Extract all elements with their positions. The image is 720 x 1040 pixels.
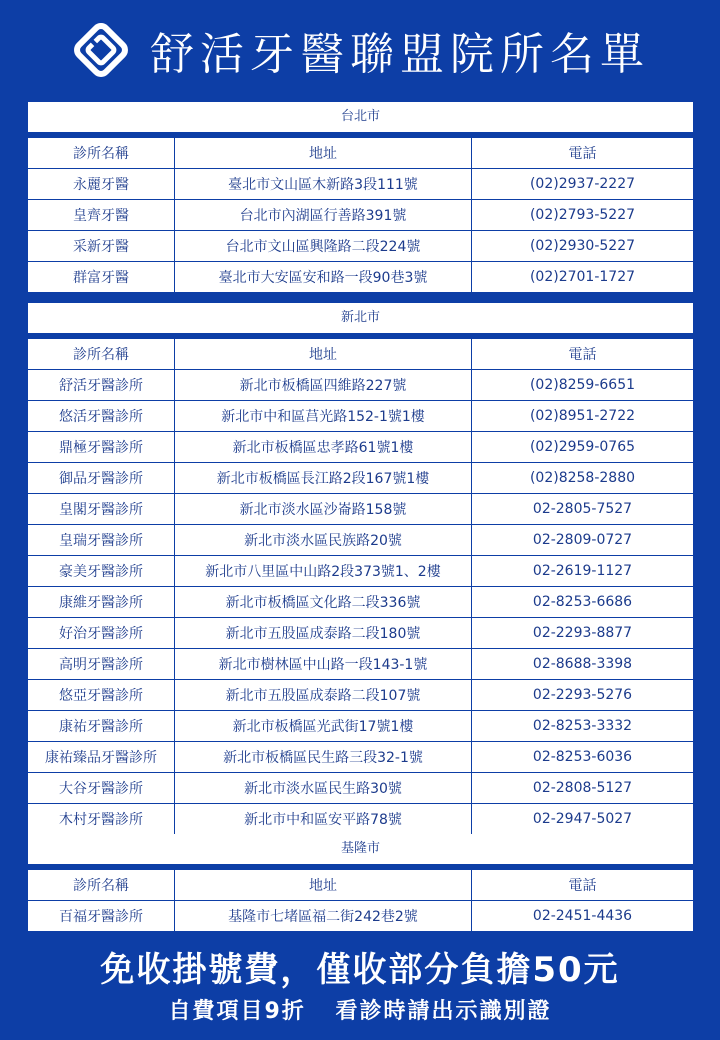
clinic-phone: 02-2293-8877 [532, 625, 633, 641]
table-row [28, 494, 693, 525]
clinic-name: 高明牙醫診所 [28, 649, 175, 679]
clinic-address: 台北市文山區興隆路二段224號 [175, 231, 472, 261]
clinic-address: 新北市淡水區沙崙路158號 [175, 494, 472, 524]
col-header-address: 地址 [175, 870, 472, 900]
clinic-address: 新北市中和區安平路78號 [175, 804, 472, 834]
table-row [28, 200, 693, 231]
col-header-phone: 電話 [568, 878, 597, 894]
col-header-address: 地址 [175, 138, 472, 168]
section-title: 台北市 [28, 102, 693, 132]
section-taipei [28, 102, 693, 292]
clinic-address: 台北市內湖區行善路391號 [175, 200, 472, 230]
clinic-address: 新北市淡水區民生路30號 [175, 773, 472, 803]
clinic-phone: (02)2937-2227 [529, 176, 636, 192]
table-row [28, 432, 693, 463]
table-row [28, 804, 693, 834]
clinic-table [28, 339, 693, 834]
clinic-name: 悠活牙醫診所 [28, 401, 175, 431]
section-keelung [28, 834, 693, 931]
table-row [28, 231, 693, 262]
clinic-name: 康祐牙醫診所 [28, 711, 175, 741]
clinic-phone: (02)2701-1727 [529, 269, 636, 285]
discount-note: 自費項目9折 [168, 999, 306, 1024]
table-header [28, 138, 693, 169]
clinic-name: 采新牙醫 [28, 231, 175, 261]
table-row [28, 587, 693, 618]
clinic-name: 康維牙醫診所 [28, 587, 175, 617]
table-row [28, 680, 693, 711]
clinic-phone: 02-2809-0727 [532, 532, 633, 548]
clinic-name: 皇齊牙醫 [28, 200, 175, 230]
id-note: 看診時請出示識別證 [335, 999, 552, 1024]
clinic-phone: (02)8951-2722 [529, 408, 636, 424]
table-row [28, 711, 693, 742]
clinic-name: 大谷牙醫診所 [28, 773, 175, 803]
table-row [28, 525, 693, 556]
table-row [28, 463, 693, 494]
clinic-name: 豪美牙醫診所 [28, 556, 175, 586]
col-header-name: 診所名稱 [28, 339, 175, 369]
col-header-address: 地址 [175, 339, 472, 369]
clinic-name: 木村牙醫診所 [28, 804, 175, 834]
clinic-name: 百福牙醫診所 [28, 901, 175, 931]
clinic-phone: 02-2619-1127 [532, 563, 633, 579]
clinic-address: 新北市淡水區民族路20號 [175, 525, 472, 555]
table-row [28, 401, 693, 432]
table-row [28, 370, 693, 401]
clinic-address: 新北市樹林區中山路一段143-1號 [175, 649, 472, 679]
table-row [28, 262, 693, 292]
clinic-name: 皇閣牙醫診所 [28, 494, 175, 524]
col-header-name: 診所名稱 [28, 870, 175, 900]
section-new-taipei [28, 303, 693, 834]
table-row [28, 556, 693, 587]
clinic-name: 好治牙醫診所 [28, 618, 175, 648]
clinic-name: 御品牙醫診所 [28, 463, 175, 493]
clinic-address: 新北市板橋區忠孝路61號1樓 [175, 432, 472, 462]
clinic-table [28, 138, 693, 292]
clinic-name: 舒活牙醫診所 [28, 370, 175, 400]
clinic-phone: 02-8688-3398 [532, 656, 633, 672]
clinic-address: 基隆市七堵區福二街242巷2號 [175, 901, 472, 931]
clinic-phone: 02-8253-6036 [532, 749, 633, 765]
clinic-phone: 02-2293-5276 [532, 687, 633, 703]
clinic-address: 新北市板橋區民生路三段32-1號 [175, 742, 472, 772]
clinic-address: 新北市中和區莒光路152-1號1樓 [175, 401, 472, 431]
clinic-name: 康祐臻品牙醫診所 [28, 742, 175, 772]
clinic-name: 群富牙醫 [28, 262, 175, 292]
clinic-address: 臺北市大安區安和路一段90巷3號 [175, 262, 472, 292]
table-header [28, 870, 693, 901]
page-title: 舒活牙醫聯盟院所名單 [150, 29, 650, 80]
header [0, 0, 720, 100]
table-row [28, 901, 693, 931]
table-row [28, 742, 693, 773]
footer-subnotice [0, 994, 720, 1025]
table-row [28, 773, 693, 804]
clinic-address: 新北市板橋區文化路二段336號 [175, 587, 472, 617]
clinic-address: 新北市五股區成泰路二段107號 [175, 680, 472, 710]
clinic-phone: (02)2793-5227 [529, 207, 636, 223]
clinic-table [28, 870, 693, 931]
clinic-name: 永麗牙醫 [28, 169, 175, 199]
table-header [28, 339, 693, 370]
clinic-name: 皇瑞牙醫診所 [28, 525, 175, 555]
clinic-phone: 02-2451-4436 [532, 908, 633, 924]
col-header-phone: 電話 [568, 146, 597, 162]
clinic-address: 新北市板橋區長江路2段167號1樓 [175, 463, 472, 493]
section-title: 基隆市 [28, 834, 693, 864]
clinic-phone: 02-2808-5127 [532, 780, 633, 796]
section-title: 新北市 [28, 303, 693, 333]
clinic-address: 新北市板橋區光武街17號1樓 [175, 711, 472, 741]
clinic-phone: (02)8258-2880 [529, 470, 636, 486]
clinic-phone: 02-2805-7527 [532, 501, 633, 517]
clinic-phone: 02-8253-6686 [532, 594, 633, 610]
table-row [28, 618, 693, 649]
clinic-phone: (02)8259-6651 [529, 377, 636, 393]
clinic-address: 新北市五股區成泰路二段180號 [175, 618, 472, 648]
clinic-name: 悠亞牙醫診所 [28, 680, 175, 710]
clinic-phone: (02)2959-0765 [529, 439, 636, 455]
clinic-address: 新北市板橋區四維路227號 [175, 370, 472, 400]
col-header-name: 診所名稱 [28, 138, 175, 168]
table-row [28, 649, 693, 680]
clinic-phone: (02)2930-5227 [529, 238, 636, 254]
clinic-address: 新北市八里區中山路2段373號1、2樓 [175, 556, 472, 586]
diamond-logo-icon [70, 19, 132, 81]
col-header-phone: 電話 [568, 347, 597, 363]
clinic-phone: 02-2947-5027 [532, 811, 633, 827]
clinic-address: 臺北市文山區木新路3段111號 [175, 169, 472, 199]
footer-notice: 免收掛號費，僅收部分負擔50元 [100, 950, 620, 990]
table-row [28, 169, 693, 200]
clinic-phone: 02-8253-3332 [532, 718, 633, 734]
clinic-name: 鼎極牙醫診所 [28, 432, 175, 462]
